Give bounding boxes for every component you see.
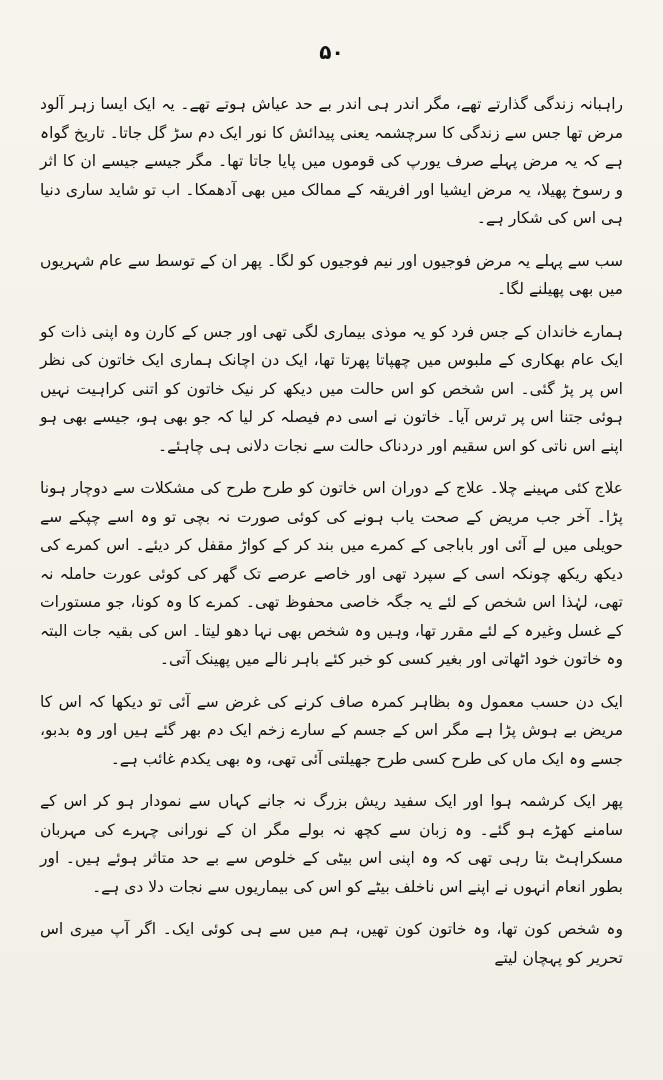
paragraph-6: پھر ایک کرشمہ ہوا اور ایک سفید ریش بزرگ نہ جانے کہاں سے نمودار ہو کر اس کے سامنے کھڑے ہو گئے۔ وہ زبان سے کچھ نہ بولے مگر ان کے نورانی چہرے کی مہربان مسکراہٹ بتا رہی تھی کہ وہ اپنی اس بیٹی کے خلوص سے بے حد متاثر ہوئے ہیں۔ اور بطور انعام انہوں نے اپنے اس ناخلف بیٹے کو اس کی بیماریوں سے نجات دلا دی ہے۔ [40,792,623,896]
paragraph-4: علاج کئی مہینے چلا۔ علاج کے دوران اس خاتون کو طرح طرح کی مشکلات سے دوچار ہونا پڑا۔ آخر جب مریض کے صحت یاب ہونے کی کوئی صورت نہ بچی تو وہ اسے چپکے سے حویلی میں لے آئی اور باباجی کے کمرے میں بند کر کے کواڑ مقفل کر دیئے۔ اس کمرے کی دیکھ ریکھ چونکہ اسی کے سپرد تھی اور خاصے عرصے تک گھر کی کوئی عورت حاملہ نہ تھی، لہٰذا اس شخص کے لئے یہ جگہ خاصی محفوظ تھی۔ کمرے کا وہ کونا، جو مستورات کے غسل وغیرہ کے لئے مقرر تھا، وہیں وہ شخص بھی نہا دھو لیتا۔ اس کی بقیہ جات البتہ وہ خاتون خود اٹھاتی اور بغیر کسی کو خبر کئے باہر نالے میں پھینک آتی۔ [40,479,623,668]
body-text [40,90,623,972]
paragraph-1: راہبانہ زندگی گذارتے تھے، مگر اندر ہی اندر بے حد عیاش ہوتے تھے۔ یہ ایک ایسا زہر آلود مرض تھا جس سے زندگی کا سرچشمہ یعنی پیدائش کا نور ایک دم سڑ گل جاتا۔ تاریخ گواہ ہے کہ یہ مرض پہلے صرف یورپ کی قوموں میں پایا جاتا تھا۔ مگر جیسے جیسے ان کا اثر و رسوخ پھیلا، یہ مرض ایشیا اور افریقہ کے ممالک میں بھی آدھمکا۔ اب تو شاید ساری دنیا ہی اس کی شکار ہے۔ [40,95,623,227]
paragraph-7: وہ شخص کون تھا، وہ خاتون کون تھیں، ہم میں سے ہی کوئی ایک۔ اگر آپ میری اس تحریر کو پہچان لیتے [40,920,623,967]
page-number: ۵۰ [319,40,344,64]
paragraph-3: ہمارے خاندان کے جس فرد کو یہ موذی بیماری لگی تھی اور جس کے کارن وہ اپنی ذات کو ایک عام بھکاری کے ملبوس میں چھپاتا پھرتا تھا، ایک دن اچانک ہماری ایک خاتون کی نظر اس پر پڑ گئی۔ اس شخص کو اس حالت میں دیکھ کر نیک خاتون کو اتنی کراہیت نہیں ہوئی جتنا اس پر ترس آیا۔ خاتون نے اسی دم فیصلہ کر لیا کہ جو بھی ہو، جیسے بھی ہو اپنے اس ناتی کو اس سقیم اور دردناک حالت سے نجات دلانی ہی چاہئے۔ [40,322,623,455]
paragraph-2: سب سے پہلے یہ مرض فوجیوں اور نیم فوجیوں کو لگا۔ پھر ان کے توسط سے عام شہریوں میں بھی پھیلنے لگا۔ [40,251,623,298]
paragraph-5: ایک دن حسب معمول وہ بظاہر کمرہ صاف کرنے کی غرض سے آئی تو دیکھا کہ اس کا مریض بے ہوش پڑا ہے مگر اس کے جسم کے سارے زخم ایک دم بھر گئے ہیں اور وہ بدبو، جسے وہ ایک ماں کی طرح کسی طرح جھیلتی آئی تھی، وہ بھی یکدم غائب ہے۔ [40,692,623,768]
